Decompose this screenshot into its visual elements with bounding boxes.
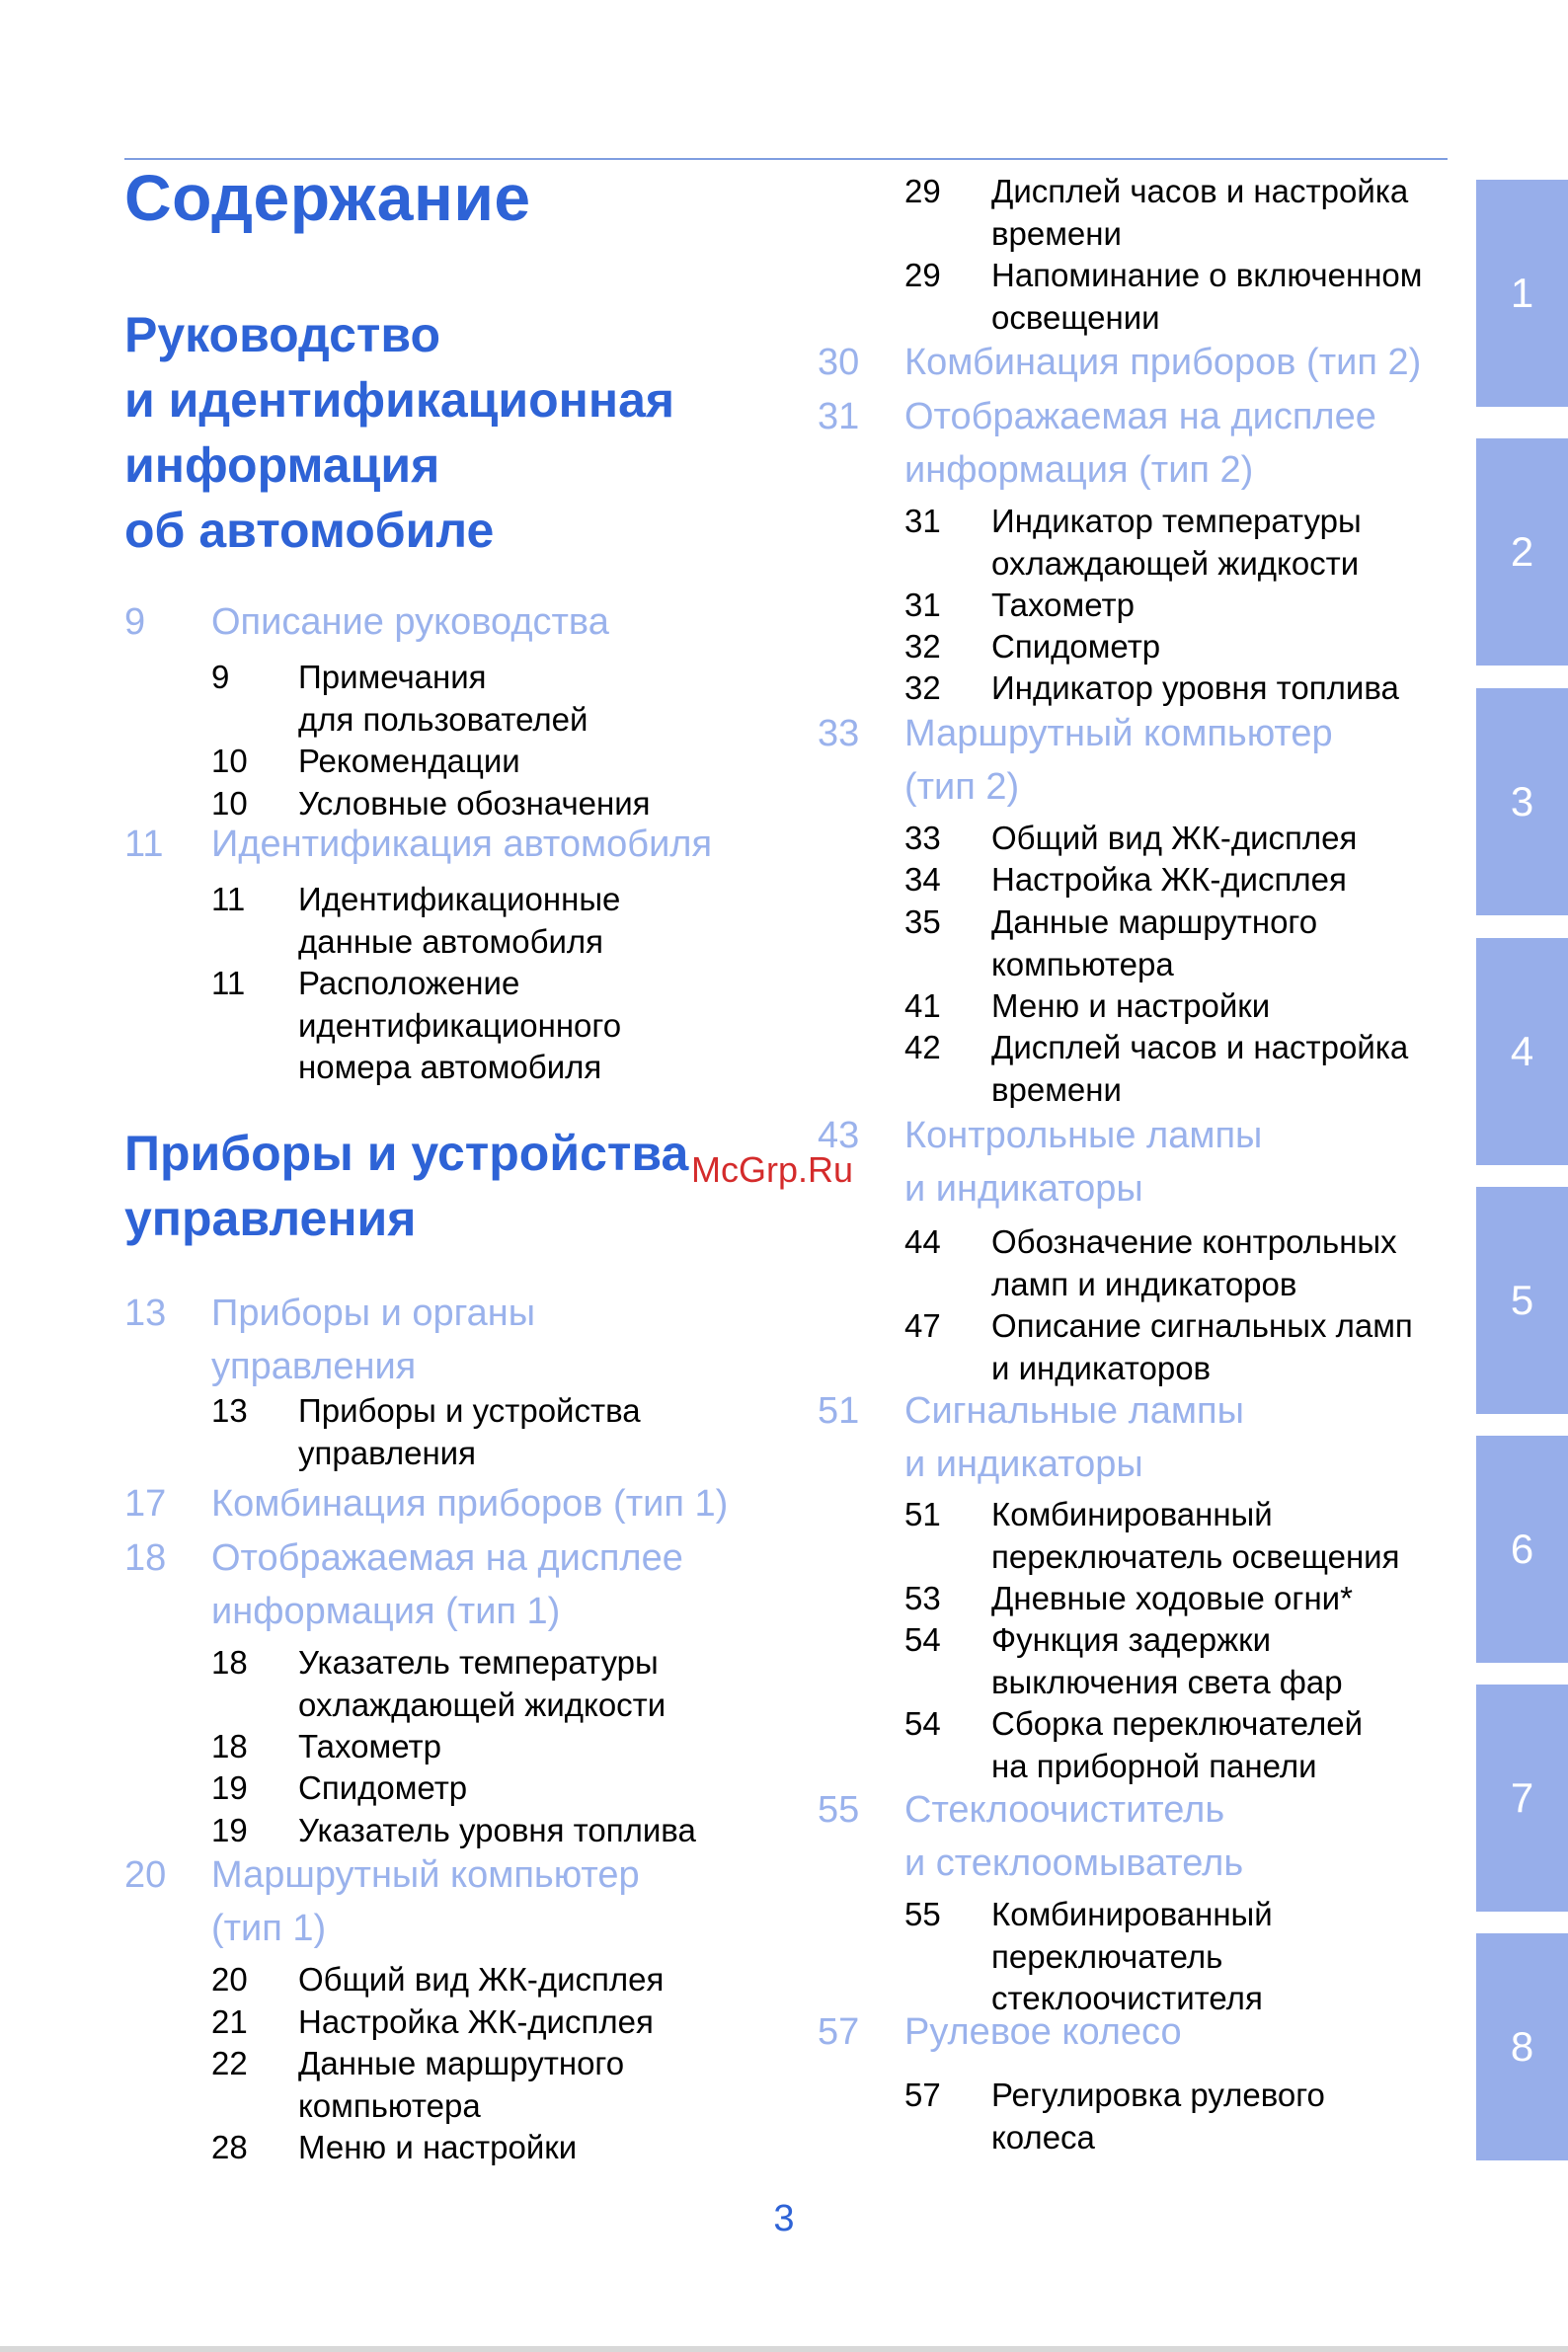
toc-page-number: 31 bbox=[818, 396, 860, 437]
bottom-rule bbox=[0, 2346, 1568, 2352]
toc-page-number: 13 bbox=[124, 1293, 167, 1334]
section-title-controls: Приборы и устройства управления bbox=[124, 1126, 689, 1246]
toc-page-number: 34 bbox=[904, 861, 941, 898]
toc-page-number: 32 bbox=[904, 628, 941, 665]
toc-page-number: 19 bbox=[211, 1812, 248, 1848]
page-number: 3 bbox=[773, 2198, 795, 2239]
toc-entry-label: Комбинированный переключатель освещения bbox=[991, 1496, 1400, 1575]
toc-page-number: 31 bbox=[904, 587, 941, 623]
toc-entry-label: Сигнальные лампы и индикаторы bbox=[904, 1390, 1244, 1485]
toc-entry-label: Напоминание о включенном освещении bbox=[991, 257, 1423, 336]
toc-entry-label: Стеклоочиститель и стеклоомыватель bbox=[904, 1789, 1244, 1884]
toc-page-number: 9 bbox=[124, 601, 146, 643]
toc-entry-label: Идентификация автомобиля bbox=[211, 823, 713, 865]
toc-entry-label: Тахометр bbox=[991, 587, 1135, 623]
toc-entry-label: Регулировка рулевого колеса bbox=[991, 2077, 1325, 2156]
toc-entry-label: Условные обозначения bbox=[298, 785, 651, 822]
toc-page-number: 18 bbox=[124, 1537, 167, 1579]
toc-entry-label: Указатель температуры охлаждающей жидкости bbox=[298, 1644, 666, 1723]
toc-page-number: 18 bbox=[211, 1728, 248, 1764]
toc-page-number: 51 bbox=[904, 1496, 941, 1532]
toc-entry-label: Настройка ЖК-дисплея bbox=[298, 2003, 654, 2040]
chapter-tab-3[interactable]: 3 bbox=[1476, 688, 1568, 915]
toc-page-number: 44 bbox=[904, 1223, 941, 1260]
toc-entry-label: Данные маршрутного компьютера bbox=[991, 903, 1318, 982]
toc-page-number: 41 bbox=[904, 987, 941, 1024]
toc-page-number: 11 bbox=[124, 823, 164, 865]
toc-entry-label: Индикатор уровня топлива bbox=[991, 669, 1399, 706]
toc-entry-label: Рекомендации bbox=[298, 743, 520, 779]
toc-entry-label: Комбинация приборов (тип 1) bbox=[211, 1483, 729, 1525]
toc-page-number: 11 bbox=[211, 965, 246, 1001]
toc-entry-label: Комбинированный переключатель стеклоочистителя bbox=[991, 1896, 1273, 2016]
toc-page-number: 29 bbox=[904, 173, 941, 209]
toc-entry-label: Приборы и органы управления bbox=[211, 1293, 536, 1387]
toc-page-number: 43 bbox=[818, 1115, 860, 1156]
toc-page-number: 57 bbox=[818, 2011, 860, 2053]
chapter-tab-8[interactable]: 8 bbox=[1476, 1933, 1568, 2160]
toc-entry-label: Примечания для пользователей bbox=[298, 659, 588, 738]
toc-page-number: 30 bbox=[818, 342, 860, 383]
toc-entry-label: Дневные ходовые огни* bbox=[991, 1580, 1353, 1616]
chapter-tab-5[interactable]: 5 bbox=[1476, 1187, 1568, 1414]
toc-page-number: 20 bbox=[124, 1854, 167, 1896]
toc-page-number: 18 bbox=[211, 1644, 248, 1681]
toc-entry-label: Меню и настройки bbox=[298, 2129, 578, 2165]
toc-page-number: 35 bbox=[904, 903, 941, 940]
toc-entry-label: Приборы и устройства управления bbox=[298, 1392, 641, 1471]
toc-page-number: 54 bbox=[904, 1621, 941, 1658]
toc-entry-label: Отображаемая на дисплее информация (тип 1) bbox=[211, 1537, 683, 1632]
toc-page-number: 20 bbox=[211, 1961, 248, 1998]
toc-entry-label: Дисплей часов и настройка времени bbox=[991, 173, 1409, 252]
toc-page-number: 32 bbox=[904, 669, 941, 706]
toc-entry-label: Дисплей часов и настройка времени bbox=[991, 1029, 1409, 1108]
toc-entry-label: Общий вид ЖК-дисплея bbox=[298, 1961, 665, 1998]
toc-entry-label: Комбинация приборов (тип 2) bbox=[904, 342, 1422, 383]
toc-entry-label: Идентификационные данные автомобиля bbox=[298, 881, 621, 960]
toc-entry-label: Расположение идентификационного номера автомобиля bbox=[298, 965, 622, 1085]
toc-page-number: 10 bbox=[211, 743, 248, 779]
toc-page-number: 28 bbox=[211, 2129, 248, 2165]
toc-page-number: 19 bbox=[211, 1769, 248, 1806]
toc-entry-label: Функция задержки выключения света фар bbox=[991, 1621, 1343, 1700]
toc-entry-label: Настройка ЖК-дисплея bbox=[991, 861, 1347, 898]
toc-entry-label: Тахометр bbox=[298, 1728, 441, 1764]
toc-page-number: 31 bbox=[904, 503, 941, 539]
toc-page-number: 54 bbox=[904, 1705, 941, 1742]
toc-entry-label: Спидометр bbox=[991, 628, 1161, 665]
toc-page-number: 51 bbox=[818, 1390, 860, 1432]
toc-entry-label: Маршрутный компьютер (тип 1) bbox=[211, 1854, 640, 1949]
toc-entry-label: Указатель уровня топлива bbox=[298, 1812, 696, 1848]
toc-entry-label: Отображаемая на дисплее информация (тип 2) bbox=[904, 396, 1376, 491]
toc-entry-label: Обозначение контрольных ламп и индикаторов bbox=[991, 1223, 1397, 1302]
toc-page-number: 29 bbox=[904, 257, 941, 293]
toc-page-number: 55 bbox=[818, 1789, 860, 1831]
toc-page-number: 57 bbox=[904, 2077, 941, 2113]
toc-page-number: 53 bbox=[904, 1580, 941, 1616]
page-title: Содержание bbox=[124, 161, 531, 234]
toc-entry-label: Контрольные лампы и индикаторы bbox=[904, 1115, 1263, 1210]
toc-page-number: 33 bbox=[818, 713, 860, 754]
toc-entry-label: Описание руководства bbox=[211, 601, 609, 643]
chapter-tab-4[interactable]: 4 bbox=[1476, 938, 1568, 1165]
toc-page-number: 9 bbox=[211, 659, 230, 695]
toc-entry-label: Сборка переключателей на приборной панели bbox=[991, 1705, 1364, 1784]
chapter-tab-7[interactable]: 7 bbox=[1476, 1685, 1568, 1912]
toc-entry-label: Описание сигнальных ламп и индикаторов bbox=[991, 1307, 1413, 1386]
chapter-tab-1[interactable]: 1 bbox=[1476, 180, 1568, 407]
toc-page-number: 47 bbox=[904, 1307, 941, 1344]
toc-entry-label: Рулевое колесо bbox=[904, 2011, 1182, 2053]
toc-page-number: 11 bbox=[211, 881, 246, 917]
toc-entry-label: Маршрутный компьютер (тип 2) bbox=[904, 713, 1333, 808]
toc-page-number: 17 bbox=[124, 1483, 167, 1525]
toc-entry-label: Индикатор температуры охлаждающей жидкости bbox=[991, 503, 1362, 582]
chapter-tab-2[interactable]: 2 bbox=[1476, 438, 1568, 666]
toc-page-number: 21 bbox=[211, 2003, 248, 2040]
toc-entry-label: Спидометр bbox=[298, 1769, 468, 1806]
toc-page-number: 33 bbox=[904, 820, 941, 856]
toc-entry-label: Общий вид ЖК-дисплея bbox=[991, 820, 1358, 856]
toc-page-number: 22 bbox=[211, 2045, 248, 2081]
toc-page-number: 55 bbox=[904, 1896, 941, 1932]
watermark: McGrp.Ru bbox=[691, 1149, 854, 1190]
section-title-manual: Руководство и идентификационная информация об автомобиле bbox=[124, 307, 675, 558]
toc-page-number: 13 bbox=[211, 1392, 248, 1429]
toc-entry-label: Меню и настройки bbox=[991, 987, 1271, 1024]
chapter-tab-6[interactable]: 6 bbox=[1476, 1436, 1568, 1663]
toc-page-number: 10 bbox=[211, 785, 248, 822]
toc-entry-label: Данные маршрутного компьютера bbox=[298, 2045, 625, 2124]
toc-page-number: 42 bbox=[904, 1029, 941, 1065]
